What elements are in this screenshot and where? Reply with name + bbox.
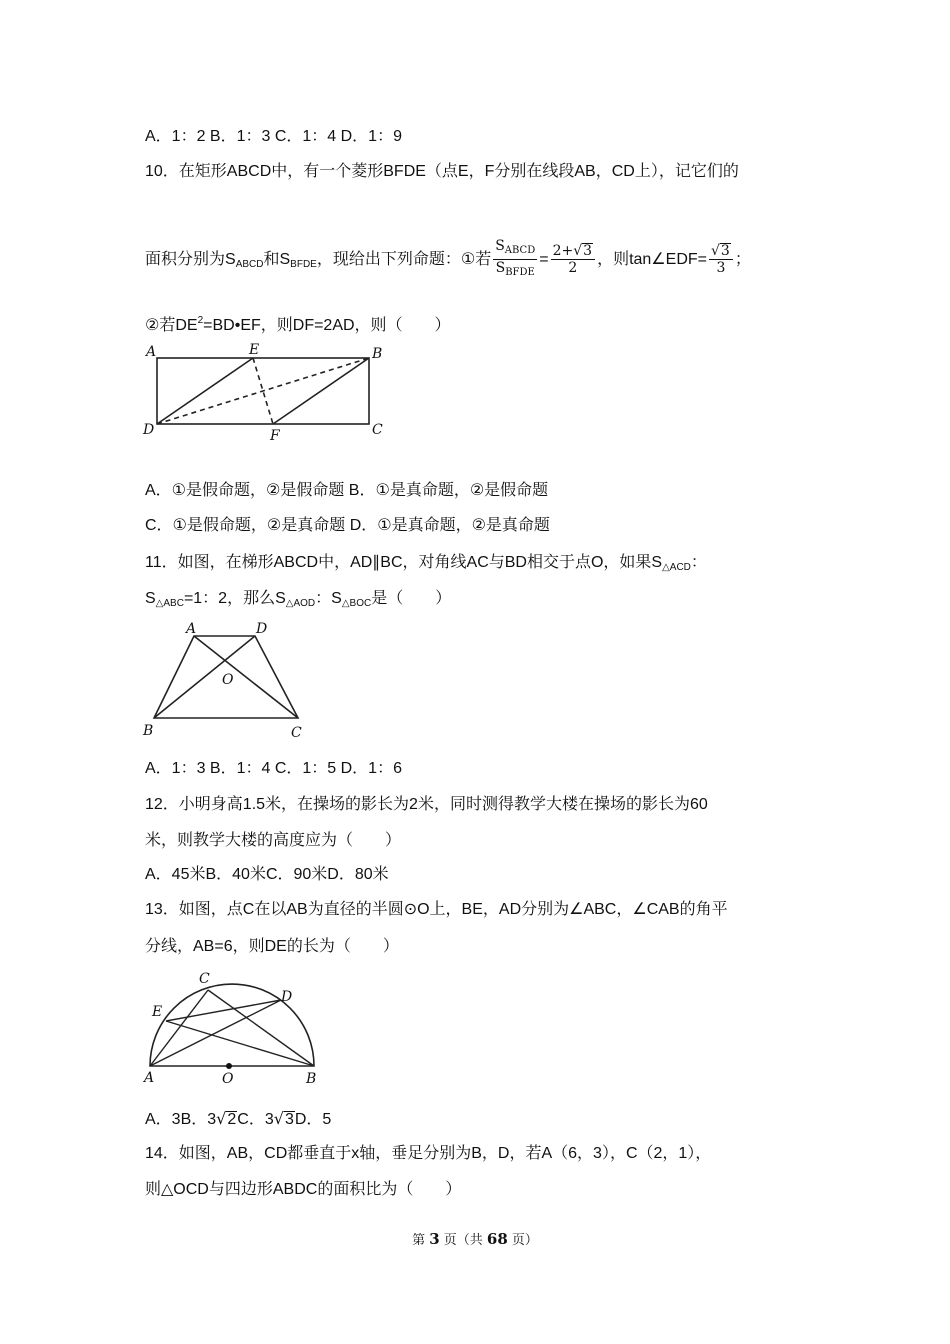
q11-options: A．1：3 B．1：4 C．1：5 D．1：6 [145, 760, 402, 777]
q10-fraction-value: $\frac{2+√3}{2}$ [551, 243, 595, 276]
q11-diagonal-BD [154, 636, 255, 718]
q13-label-B: B [306, 1071, 317, 1087]
q11-diagonal-AC [194, 636, 298, 718]
q10-label-D: D [143, 422, 155, 438]
q11-label-B: B [143, 723, 154, 739]
q10-stem-line2: 面积分别为$S_{ABCD}$和$S_{BFDE}$，现给出下列命题：①若 $\frac{S_{ABCD}}{S_{BFDE}}$ = $\frac{2+√3}{2}$ ，则tan∠EDF= $\frac{√3}{3}$ ； [145, 238, 751, 287]
q13-segment-DE [166, 1000, 281, 1021]
q13-label-A: A [144, 1070, 155, 1086]
q12-stem-line1: 12．小明身高1.5米，在操场的影长为2米，同时测得教学大楼在操场的影长为60 [145, 796, 708, 813]
q10-options-cd: C．①是假命题，②是真命题 D．①是真命题，②是真命题 [145, 517, 550, 534]
q11-label-D: D [256, 621, 268, 637]
q13-label-D: D [281, 989, 293, 1005]
page-number: 3 [429, 1230, 440, 1248]
q10-side-FB [273, 358, 369, 424]
q13-label-E: E [152, 1004, 163, 1020]
q10-diagonal-DB [157, 358, 369, 424]
q10-fraction-tan: $\frac{√3}{3}$ [709, 243, 733, 276]
q14-stem-line1: 14．如图，AB，CD都垂直于x轴，垂足分别为B，D，若A（6，3），C（2，1）， [145, 1145, 712, 1162]
q11-label-A: A [186, 621, 197, 637]
q10-stem-line3: ②若$DE^2=BD•EF$，则DF=2AD，则（ ） [145, 315, 451, 334]
q10-label-C: C [372, 422, 383, 438]
q10-label-E: E [249, 342, 260, 358]
q10-figure-rectangle-rhombus [140, 340, 400, 450]
q10-label-F: F [270, 428, 280, 444]
q13-bisector-BE [166, 1021, 314, 1066]
q10-stem-line1: 10．在矩形ABCD中，有一个菱形BFDE（点E，F分别在线段AB，CD上），记它们的 [145, 163, 739, 180]
q13-stem-line2: 分线，AB=6，则DE的长为（ ） [145, 938, 399, 955]
q12-options: A．45米B．40米C．90米D．80米 [145, 866, 389, 883]
q13-label-O: O [222, 1071, 234, 1087]
q11-stem-line2: $S_{\triangle ABC}=1$：2，那么$S_{\triangle AOD}$：$S_{\triangle BOC}$是（ ） [145, 590, 452, 609]
page-total: 68 [486, 1230, 508, 1248]
q10-label-A: A [146, 344, 157, 360]
q12-stem-line2: 米，则教学大楼的高度应为（ ） [145, 832, 402, 849]
q13-bisector-AD [150, 1000, 281, 1066]
q11-figure-trapezoid [140, 618, 320, 743]
q13-options: A．3B．3√2C．3√3D．5 [145, 1109, 332, 1128]
q11-label-O: O [222, 672, 234, 688]
q10-side-DE [157, 358, 253, 424]
page-footer: 第 3 页（共 68 页） [412, 1230, 538, 1248]
q13-label-C: C [199, 971, 210, 987]
q10-label-B: B [372, 346, 383, 362]
q10-options-ab: A．①是假命题，②是假命题 B．①是真命题，②是假命题 [145, 482, 549, 499]
q11-stem-line1: 11．如图，在梯形ABCD中，AD∥BC，对角线AC与BD相交于点O，如果$S_{\triangle ACD}$： [145, 554, 707, 573]
q14-stem-line2: 则△OCD与四边形ABDC的面积比为（ ） [145, 1181, 462, 1198]
q10-fraction-area-ratio: $\frac{S_{ABCD}}{S_{BFDE}}$ [495, 238, 536, 279]
q13-figure-semicircle [140, 964, 330, 1089]
q13-center-O [226, 1063, 232, 1069]
q11-label-C: C [291, 725, 302, 741]
q13-stem-line1: 13．如图，点C在以AB为直径的半圆⊙O上，BE，AD分别为∠ABC，∠CAB的角平 [145, 901, 728, 918]
q9-options: A．1：2 B．1：3 C．1：4 D．1：9 [145, 128, 402, 145]
